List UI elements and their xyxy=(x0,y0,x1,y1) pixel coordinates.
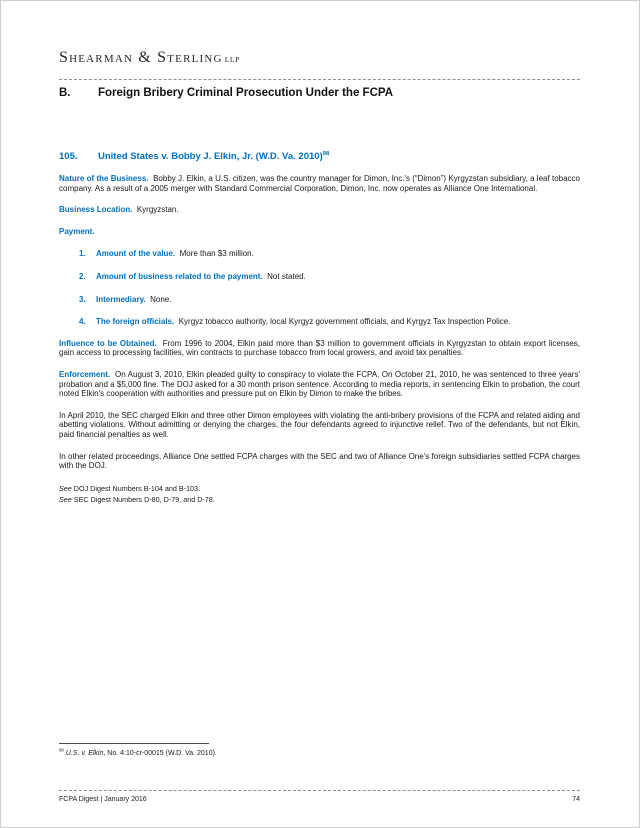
location-text: Kyrgyzstan. xyxy=(136,205,179,215)
footnote-ref-marker: 98 xyxy=(322,150,330,157)
payment-item xyxy=(79,295,580,305)
item-number: 2. xyxy=(79,271,86,281)
item-body xyxy=(96,317,580,327)
section-heading xyxy=(59,87,580,99)
item-label: Amount of the value. xyxy=(96,249,176,259)
related-paragraph-text: In other related proceedings, Alliance One settled FCPA charges with the SEC and two of Alliance One's foreign subsidiaries settled FCPA charges with the DOJ. xyxy=(59,451,580,471)
item-text: Kyrgyz tobacco authority, local Kyrgyz government officials, and Kyrgyz Tax Inspection Police. xyxy=(178,317,511,327)
influence-text: From 1996 to 2004, Elkin paid more than $3 million to government officials in Kyrgyzstan to obtain export licenses, gain access to processing facilities, win contracts to purchase tobacco from local growers, and avoid tax penalties. xyxy=(59,338,581,358)
item-text: More than $3 million. xyxy=(179,249,254,259)
footnote-case-name: U.S. v. Elkin xyxy=(65,750,104,757)
nature-paragraph xyxy=(59,174,580,193)
case-title xyxy=(98,151,329,162)
footnote-citation: , No. 4:10-cr-00015 (W.D. Va. 2010). xyxy=(103,750,217,757)
item-number: 3. xyxy=(79,294,86,304)
see-reference-doj xyxy=(59,483,580,494)
case-heading xyxy=(59,151,580,162)
nature-label: Nature of the Business. xyxy=(59,174,149,183)
see-italic: See xyxy=(59,494,72,504)
case-title-text: United States v. Bobby J. Elkin, Jr. (W.D. Va. 2010) xyxy=(98,151,323,162)
payment-heading xyxy=(59,227,580,237)
firm-logo-suffix: LLP xyxy=(224,55,240,64)
item-label: The foreign officials. xyxy=(96,317,175,327)
page-footer xyxy=(59,790,580,803)
related-proceedings-paragraph xyxy=(59,452,580,471)
payment-item xyxy=(79,317,580,327)
item-body xyxy=(96,295,580,305)
influence-paragraph xyxy=(59,339,580,358)
item-body xyxy=(96,272,580,282)
footnote-number: 98 xyxy=(59,747,64,753)
location-paragraph xyxy=(59,205,580,215)
case-number: 105. xyxy=(59,151,78,162)
enforcement-paragraph xyxy=(59,370,580,399)
see-reference-sec xyxy=(59,494,580,505)
influence-label: Influence to be Obtained. xyxy=(59,338,157,348)
location-label: Business Location. xyxy=(59,205,133,215)
item-label: Intermediary. xyxy=(96,294,146,304)
firm-logo xyxy=(59,49,580,67)
item-text: None. xyxy=(150,294,172,304)
footnote-block xyxy=(59,743,580,758)
item-text: Not stated. xyxy=(267,271,306,281)
sec-paragraph xyxy=(59,411,580,440)
sec-paragraph-text: In April 2010, the SEC charged Elkin and three other Dimon employees with violating the anti-bribery provisions of the FCPA and related aiding and abetting violations. Without admitting or denying the charges, the four defendants agreed to injunctive relief. Two of the defendants, but not Elkin, paid financial penalties as well. xyxy=(59,410,580,439)
firm-logo-text: Shearman & Sterling xyxy=(59,49,223,66)
footnote xyxy=(59,749,580,758)
section-label: B. xyxy=(59,87,71,99)
see-text: SEC Digest Numbers D-80, D-79, and D-78. xyxy=(71,494,215,504)
page-content xyxy=(59,1,580,505)
nature-text: Bobby J. Elkin, a U.S. citizen, was the country manager for Dimon, Inc.'s (“Dimon”) Kyrgyzstan subsidiary, a leaf tobacco company. As a result of a 2005 merger with Standard Commercial Corporation, Dimon, Inc. now operates as Alliance One International. xyxy=(59,174,580,193)
footer-doc-title: FCPA Digest | January 2016 xyxy=(59,796,147,803)
payment-item xyxy=(79,249,580,259)
section-title: Foreign Bribery Criminal Prosecution Under the FCPA xyxy=(98,87,393,99)
header-rule xyxy=(59,79,580,80)
payment-list xyxy=(59,249,580,326)
see-italic: See xyxy=(59,483,72,493)
see-references xyxy=(59,483,580,505)
see-text: DOJ Digest Numbers B-104 and B-103. xyxy=(71,483,201,493)
item-number: 1. xyxy=(79,249,86,259)
payment-label: Payment. xyxy=(59,226,95,236)
enforcement-label: Enforcement. xyxy=(59,369,111,379)
payment-item xyxy=(79,272,580,282)
item-body xyxy=(96,249,580,259)
enforcement-text: On August 3, 2010, Elkin pleaded guilty to conspiracy to violate the FCPA. On October 21, 2010, he was sentenced to three years' probation and a $5,000 fine. The DOJ asked for a 30 month prison sentence. According to media reports, in sentencing Elkin to probation, the court noted Elkin's cooperation with authorities and pressure put on Elkin by Dimon to make the bribes. xyxy=(59,369,580,399)
footnote-rule xyxy=(59,743,209,744)
footer-page-number: 74 xyxy=(572,796,580,803)
item-label: Amount of business related to the payment. xyxy=(96,271,263,281)
item-number: 4. xyxy=(79,317,86,327)
